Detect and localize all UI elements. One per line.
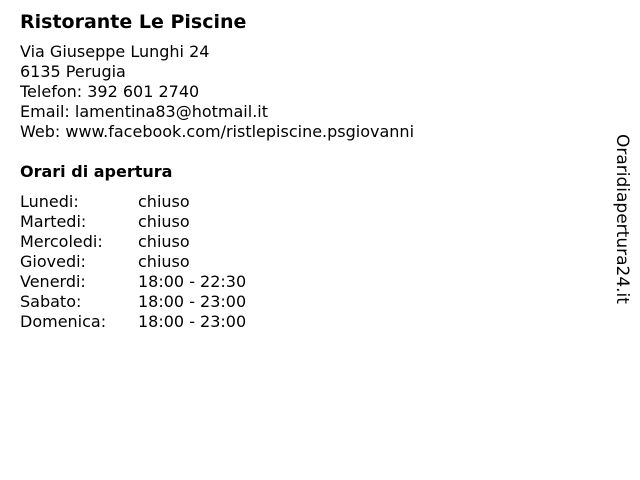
day-label: Sabato: (20, 292, 82, 311)
city-line: 6135 Perugia (20, 62, 126, 81)
hours-row-friday (20, 272, 580, 292)
hours-row-monday (20, 192, 580, 212)
day-hours: 18:00 - 23:00 (138, 312, 247, 331)
day-hours: chiuso (138, 252, 190, 271)
hours-row-sunday (20, 312, 580, 332)
hours-row-wednesday (20, 232, 580, 252)
opening-hours-table (20, 192, 580, 332)
day-label: Mercoledi: (20, 232, 103, 251)
opening-hours-title: Orari di apertura (20, 162, 173, 181)
day-label: Giovedi: (20, 252, 86, 271)
email-line: Email: lamentina83@hotmail.it (20, 102, 268, 121)
day-hours: chiuso (138, 232, 190, 251)
day-label: Domenica: (20, 312, 107, 331)
phone-line: Telefon: 392 601 2740 (20, 82, 200, 101)
hours-row-tuesday (20, 212, 580, 232)
day-label: Martedi: (20, 212, 87, 231)
day-hours: chiuso (138, 192, 190, 211)
day-label: Venerdi: (20, 272, 86, 291)
day-hours: 18:00 - 22:30 (138, 272, 247, 291)
address-line: Via Giuseppe Lunghi 24 (20, 42, 210, 61)
web-line: Web: www.facebook.com/ristlepiscine.psgiovanni (20, 122, 415, 141)
restaurant-card (20, 10, 580, 332)
restaurant-name: Ristorante Le Piscine (20, 11, 247, 33)
day-hours: chiuso (138, 212, 190, 231)
day-hours: 18:00 - 23:00 (138, 292, 247, 311)
hours-row-saturday (20, 292, 580, 312)
site-brand-vertical: Oraridiapertura24.it (612, 134, 632, 304)
hours-row-thursday (20, 252, 580, 272)
day-label: Lunedi: (20, 192, 79, 211)
